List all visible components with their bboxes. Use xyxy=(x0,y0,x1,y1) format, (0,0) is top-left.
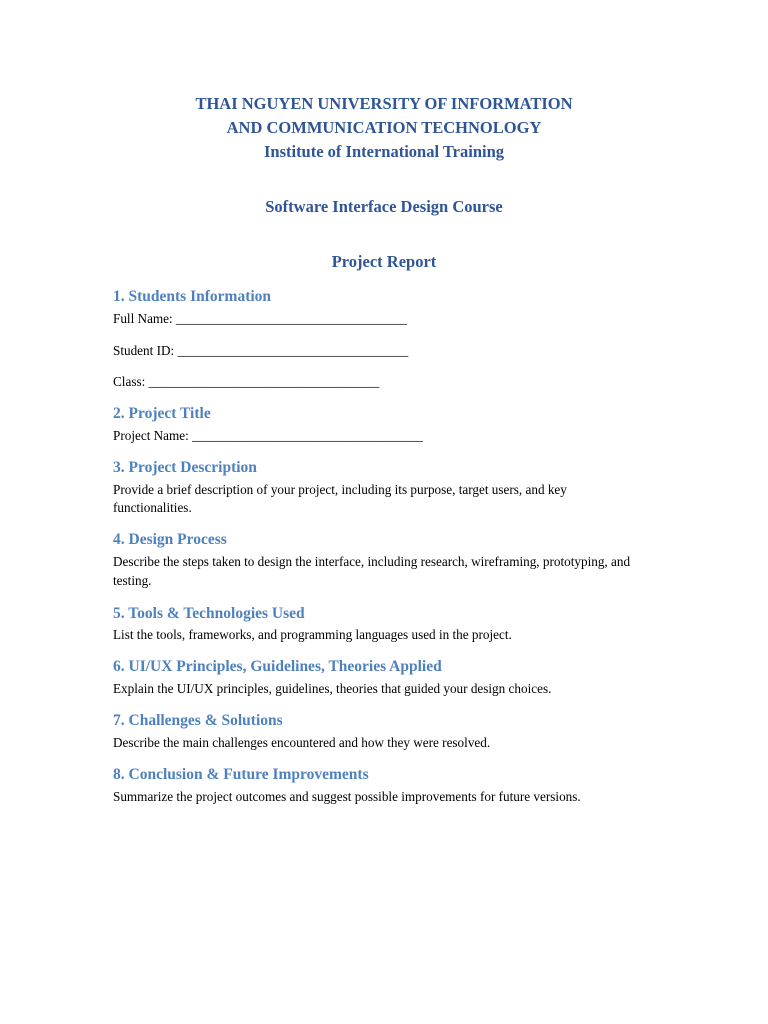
section-heading-tools: 5. Tools & Technologies Used xyxy=(113,605,305,622)
university-name-line-1: THAI NGUYEN UNIVERSITY OF INFORMATION xyxy=(195,94,573,113)
student-id-field: Student ID: ___________________________________ xyxy=(113,343,409,358)
description-text-line-2: functionalities. xyxy=(113,500,192,515)
report-title: Project Report xyxy=(331,252,437,271)
section-heading-design-process: 4. Design Process xyxy=(113,531,227,548)
section-heading-challenges: 7. Challenges & Solutions xyxy=(113,712,283,729)
section-heading-description: 3. Project Description xyxy=(113,459,257,476)
challenges-text: Describe the main challenges encountered and how they were resolved. xyxy=(113,735,491,750)
university-name-line-2: AND COMMUNICATION TECHNOLOGY xyxy=(226,118,542,137)
full-name-field: Full Name: ___________________________________ xyxy=(113,311,407,326)
design-process-text-line-2: testing. xyxy=(113,573,152,588)
tools-text: List the tools, frameworks, and programming languages used in the project. xyxy=(113,627,512,642)
project-name-field: Project Name: ___________________________________ xyxy=(113,428,423,443)
class-field: Class: ___________________________________ xyxy=(113,374,380,389)
section-heading-principles: 6. UI/UX Principles, Guidelines, Theories Applied xyxy=(113,658,442,675)
conclusion-text: Summarize the project outcomes and suggest possible improvements for future versions. xyxy=(113,789,581,804)
design-process-text-line-1: Describe the steps taken to design the interface, including research, wireframing, prototyping, and xyxy=(113,554,631,569)
principles-text: Explain the UI/UX principles, guidelines, theories that guided your design choices. xyxy=(113,681,552,696)
course-title: Software Interface Design Course xyxy=(265,197,503,216)
description-text-line-1: Provide a brief description of your project, including its purpose, target users, and key xyxy=(113,482,567,497)
section-heading-project-title: 2. Project Title xyxy=(113,405,211,422)
section-heading-students: 1. Students Information xyxy=(113,288,272,305)
institute-name: Institute of International Training xyxy=(263,142,505,161)
section-heading-conclusion: 8. Conclusion & Future Improvements xyxy=(113,766,369,783)
